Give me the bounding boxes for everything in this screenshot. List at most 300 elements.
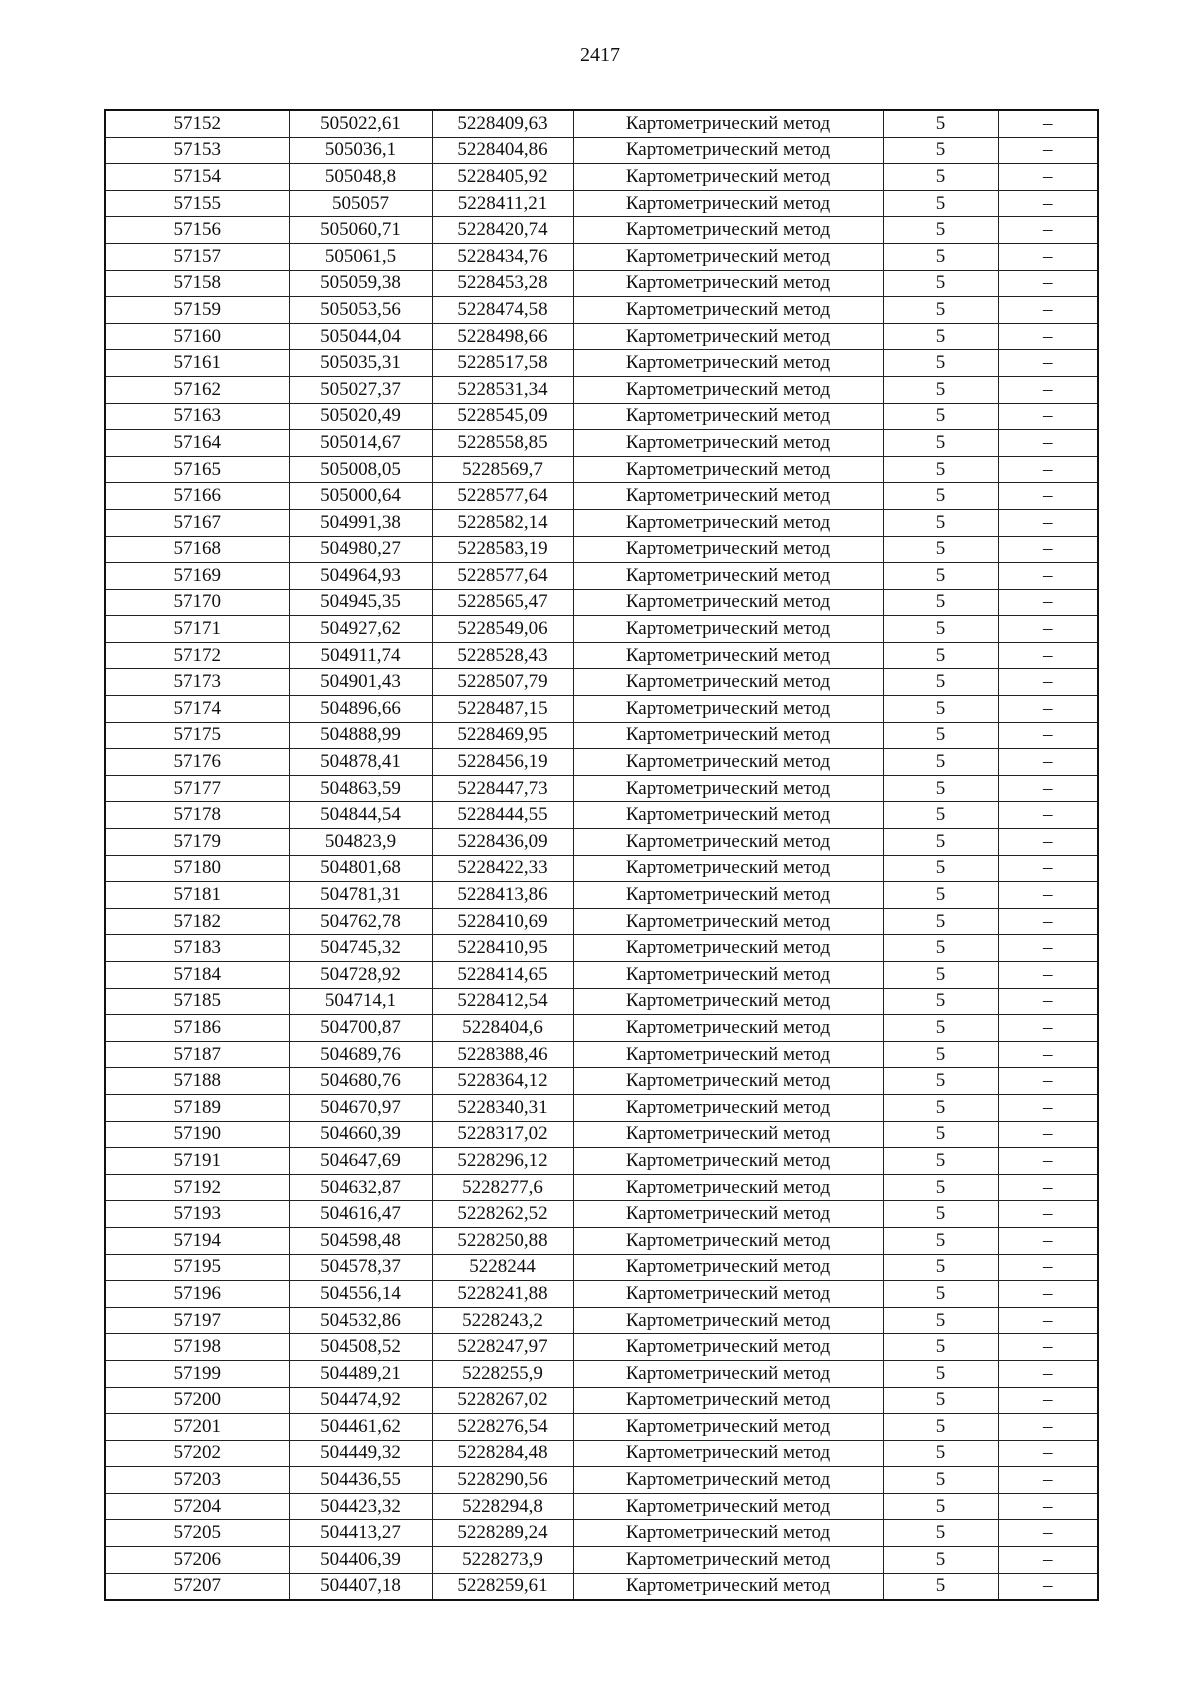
x-coordinate-cell: 504449,32 (289, 1440, 432, 1467)
description-cell: – (998, 1387, 1098, 1414)
table-row (105, 775, 1098, 802)
y-coordinate-cell: 5228250,88 (432, 1227, 573, 1254)
method-cell: Картометрический метод (573, 403, 883, 430)
description-cell: – (998, 1148, 1098, 1175)
method-cell: Картометрический метод (573, 430, 883, 457)
x-coordinate-cell: 505035,31 (289, 350, 432, 377)
x-coordinate-cell: 505053,56 (289, 297, 432, 324)
point-number-cell: 57182 (105, 908, 289, 935)
point-number-cell: 57156 (105, 217, 289, 244)
x-coordinate-cell: 504844,54 (289, 802, 432, 829)
x-coordinate-cell: 504413,27 (289, 1520, 432, 1547)
accuracy-cell: 5 (883, 536, 998, 563)
accuracy-cell: 5 (883, 1334, 998, 1361)
description-cell: – (998, 962, 1098, 989)
y-coordinate-cell: 5228410,69 (432, 908, 573, 935)
y-coordinate-cell: 5228414,65 (432, 962, 573, 989)
description-cell: – (998, 1440, 1098, 1467)
point-number-cell: 57171 (105, 616, 289, 643)
method-cell: Картометрический метод (573, 243, 883, 270)
table-row (105, 1334, 1098, 1361)
x-coordinate-cell: 504911,74 (289, 642, 432, 669)
table-row (105, 1174, 1098, 1201)
table-row (105, 722, 1098, 749)
table-row (105, 164, 1098, 191)
accuracy-cell: 5 (883, 775, 998, 802)
table-row (105, 190, 1098, 217)
point-number-cell: 57172 (105, 642, 289, 669)
x-coordinate-cell: 505008,05 (289, 456, 432, 483)
y-coordinate-cell: 5228545,09 (432, 403, 573, 430)
table-row (105, 403, 1098, 430)
description-cell: – (998, 1307, 1098, 1334)
point-number-cell: 57159 (105, 297, 289, 324)
method-cell: Картометрический метод (573, 1201, 883, 1228)
method-cell: Картометрический метод (573, 1360, 883, 1387)
table-row (105, 696, 1098, 723)
table-row (105, 430, 1098, 457)
accuracy-cell: 5 (883, 483, 998, 510)
y-coordinate-cell: 5228469,95 (432, 722, 573, 749)
method-cell: Картометрический метод (573, 509, 883, 536)
description-cell: – (998, 696, 1098, 723)
method-cell: Картометрический метод (573, 722, 883, 749)
x-coordinate-cell: 504689,76 (289, 1041, 432, 1068)
y-coordinate-cell: 5228409,63 (432, 110, 573, 137)
accuracy-cell: 5 (883, 1094, 998, 1121)
method-cell: Картометрический метод (573, 1281, 883, 1308)
y-coordinate-cell: 5228290,56 (432, 1467, 573, 1494)
accuracy-cell: 5 (883, 563, 998, 590)
y-coordinate-cell: 5228289,24 (432, 1520, 573, 1547)
description-cell: – (998, 749, 1098, 776)
y-coordinate-cell: 5228273,9 (432, 1547, 573, 1574)
description-cell: – (998, 722, 1098, 749)
x-coordinate-cell: 504980,27 (289, 536, 432, 563)
accuracy-cell: 5 (883, 935, 998, 962)
method-cell: Картометрический метод (573, 563, 883, 590)
description-cell: – (998, 1201, 1098, 1228)
description-cell: – (998, 829, 1098, 856)
y-coordinate-cell: 5228498,66 (432, 323, 573, 350)
x-coordinate-cell: 504700,87 (289, 1015, 432, 1042)
point-number-cell: 57183 (105, 935, 289, 962)
table-row (105, 1573, 1098, 1600)
point-number-cell: 57175 (105, 722, 289, 749)
point-number-cell: 57168 (105, 536, 289, 563)
method-cell: Картометрический метод (573, 137, 883, 164)
description-cell: – (998, 1254, 1098, 1281)
description-cell: – (998, 1493, 1098, 1520)
accuracy-cell: 5 (883, 1440, 998, 1467)
method-cell: Картометрический метод (573, 1094, 883, 1121)
table-row (105, 1360, 1098, 1387)
accuracy-cell: 5 (883, 669, 998, 696)
x-coordinate-cell: 504991,38 (289, 509, 432, 536)
table-row (105, 1041, 1098, 1068)
point-number-cell: 57192 (105, 1174, 289, 1201)
accuracy-cell: 5 (883, 616, 998, 643)
y-coordinate-cell: 5228262,52 (432, 1201, 573, 1228)
table-row (105, 669, 1098, 696)
y-coordinate-cell: 5228284,48 (432, 1440, 573, 1467)
y-coordinate-cell: 5228277,6 (432, 1174, 573, 1201)
point-number-cell: 57188 (105, 1068, 289, 1095)
description-cell: – (998, 509, 1098, 536)
y-coordinate-cell: 5228577,64 (432, 563, 573, 590)
method-cell: Картометрический метод (573, 1547, 883, 1574)
y-coordinate-cell: 5228565,47 (432, 589, 573, 616)
accuracy-cell: 5 (883, 962, 998, 989)
method-cell: Картометрический метод (573, 1041, 883, 1068)
description-cell: – (998, 988, 1098, 1015)
x-coordinate-cell: 505048,8 (289, 164, 432, 191)
point-number-cell: 57166 (105, 483, 289, 510)
accuracy-cell: 5 (883, 1068, 998, 1095)
table-row (105, 802, 1098, 829)
accuracy-cell: 5 (883, 190, 998, 217)
method-cell: Картометрический метод (573, 669, 883, 696)
x-coordinate-cell: 504508,52 (289, 1334, 432, 1361)
y-coordinate-cell: 5228422,33 (432, 855, 573, 882)
point-number-cell: 57184 (105, 962, 289, 989)
point-number-cell: 57180 (105, 855, 289, 882)
point-number-cell: 57186 (105, 1015, 289, 1042)
table-row (105, 642, 1098, 669)
x-coordinate-cell: 504878,41 (289, 749, 432, 776)
accuracy-cell: 5 (883, 855, 998, 882)
description-cell: – (998, 1360, 1098, 1387)
method-cell: Картометрический метод (573, 1174, 883, 1201)
table-row (105, 855, 1098, 882)
accuracy-cell: 5 (883, 1307, 998, 1334)
y-coordinate-cell: 5228241,88 (432, 1281, 573, 1308)
description-cell: – (998, 297, 1098, 324)
point-number-cell: 57189 (105, 1094, 289, 1121)
accuracy-cell: 5 (883, 1015, 998, 1042)
accuracy-cell: 5 (883, 1547, 998, 1574)
table-row (105, 350, 1098, 377)
method-cell: Картометрический метод (573, 642, 883, 669)
method-cell: Картометрический метод (573, 1015, 883, 1042)
table-row (105, 243, 1098, 270)
method-cell: Картометрический метод (573, 749, 883, 776)
description-cell: – (998, 190, 1098, 217)
y-coordinate-cell: 5228583,19 (432, 536, 573, 563)
method-cell: Картометрический метод (573, 1493, 883, 1520)
x-coordinate-cell: 505057 (289, 190, 432, 217)
description-cell: – (998, 1227, 1098, 1254)
description-cell: – (998, 882, 1098, 909)
accuracy-cell: 5 (883, 403, 998, 430)
description-cell: – (998, 376, 1098, 403)
description-cell: – (998, 1334, 1098, 1361)
point-number-cell: 57191 (105, 1148, 289, 1175)
accuracy-cell: 5 (883, 1387, 998, 1414)
y-coordinate-cell: 5228569,7 (432, 456, 573, 483)
point-number-cell: 57206 (105, 1547, 289, 1574)
table-row (105, 962, 1098, 989)
accuracy-cell: 5 (883, 297, 998, 324)
point-number-cell: 57167 (105, 509, 289, 536)
page-number: 2417 (580, 44, 620, 66)
table-row (105, 323, 1098, 350)
x-coordinate-cell: 504888,99 (289, 722, 432, 749)
table-row (105, 509, 1098, 536)
y-coordinate-cell: 5228255,9 (432, 1360, 573, 1387)
description-cell: – (998, 483, 1098, 510)
point-number-cell: 57197 (105, 1307, 289, 1334)
description-cell: – (998, 1068, 1098, 1095)
table-row (105, 110, 1098, 137)
point-number-cell: 57207 (105, 1573, 289, 1600)
method-cell: Картометрический метод (573, 297, 883, 324)
x-coordinate-cell: 504660,39 (289, 1121, 432, 1148)
point-number-cell: 57158 (105, 270, 289, 297)
method-cell: Картометрический метод (573, 988, 883, 1015)
method-cell: Картометрический метод (573, 270, 883, 297)
y-coordinate-cell: 5228388,46 (432, 1041, 573, 1068)
method-cell: Картометрический метод (573, 1414, 883, 1441)
accuracy-cell: 5 (883, 988, 998, 1015)
coordinates-table (104, 109, 1099, 1601)
point-number-cell: 57179 (105, 829, 289, 856)
table-row (105, 456, 1098, 483)
x-coordinate-cell: 504647,69 (289, 1148, 432, 1175)
accuracy-cell: 5 (883, 1360, 998, 1387)
accuracy-cell: 5 (883, 1041, 998, 1068)
point-number-cell: 57201 (105, 1414, 289, 1441)
x-coordinate-cell: 505061,5 (289, 243, 432, 270)
point-number-cell: 57200 (105, 1387, 289, 1414)
description-cell: – (998, 1467, 1098, 1494)
method-cell: Картометрический метод (573, 1334, 883, 1361)
table-row (105, 297, 1098, 324)
point-number-cell: 57169 (105, 563, 289, 590)
method-cell: Картометрический метод (573, 855, 883, 882)
point-number-cell: 57203 (105, 1467, 289, 1494)
description-cell: – (998, 323, 1098, 350)
accuracy-cell: 5 (883, 1281, 998, 1308)
method-cell: Картометрический метод (573, 1440, 883, 1467)
point-number-cell: 57155 (105, 190, 289, 217)
x-coordinate-cell: 504670,97 (289, 1094, 432, 1121)
y-coordinate-cell: 5228296,12 (432, 1148, 573, 1175)
description-cell: – (998, 110, 1098, 137)
table-row (105, 1520, 1098, 1547)
y-coordinate-cell: 5228243,2 (432, 1307, 573, 1334)
x-coordinate-cell: 504598,48 (289, 1227, 432, 1254)
table-row (105, 1015, 1098, 1042)
method-cell: Картометрический метод (573, 1520, 883, 1547)
description-cell: – (998, 1414, 1098, 1441)
method-cell: Картометрический метод (573, 775, 883, 802)
accuracy-cell: 5 (883, 509, 998, 536)
method-cell: Картометрический метод (573, 935, 883, 962)
x-coordinate-cell: 505060,71 (289, 217, 432, 244)
table-row (105, 563, 1098, 590)
y-coordinate-cell: 5228420,74 (432, 217, 573, 244)
x-coordinate-cell: 505059,38 (289, 270, 432, 297)
accuracy-cell: 5 (883, 1493, 998, 1520)
method-cell: Картометрический метод (573, 483, 883, 510)
method-cell: Картометрический метод (573, 110, 883, 137)
x-coordinate-cell: 504632,87 (289, 1174, 432, 1201)
method-cell: Картометрический метод (573, 882, 883, 909)
x-coordinate-cell: 504423,32 (289, 1493, 432, 1520)
table-row (105, 217, 1098, 244)
description-cell: – (998, 563, 1098, 590)
point-number-cell: 57195 (105, 1254, 289, 1281)
y-coordinate-cell: 5228244 (432, 1254, 573, 1281)
table-row (105, 1414, 1098, 1441)
table-row (105, 1493, 1098, 1520)
description-cell: – (998, 589, 1098, 616)
description-cell: – (998, 217, 1098, 244)
x-coordinate-cell: 504781,31 (289, 882, 432, 909)
accuracy-cell: 5 (883, 243, 998, 270)
table-row (105, 935, 1098, 962)
x-coordinate-cell: 504461,62 (289, 1414, 432, 1441)
x-coordinate-cell: 504896,66 (289, 696, 432, 723)
accuracy-cell: 5 (883, 722, 998, 749)
y-coordinate-cell: 5228436,09 (432, 829, 573, 856)
point-number-cell: 57161 (105, 350, 289, 377)
description-cell: – (998, 616, 1098, 643)
x-coordinate-cell: 504406,39 (289, 1547, 432, 1574)
x-coordinate-cell: 504680,76 (289, 1068, 432, 1095)
description-cell: – (998, 137, 1098, 164)
method-cell: Картометрический метод (573, 323, 883, 350)
method-cell: Картометрический метод (573, 908, 883, 935)
table-row (105, 1094, 1098, 1121)
accuracy-cell: 5 (883, 1254, 998, 1281)
accuracy-cell: 5 (883, 217, 998, 244)
description-cell: – (998, 270, 1098, 297)
description-cell: – (998, 430, 1098, 457)
y-coordinate-cell: 5228276,54 (432, 1414, 573, 1441)
point-number-cell: 57199 (105, 1360, 289, 1387)
y-coordinate-cell: 5228340,31 (432, 1094, 573, 1121)
table-row (105, 1440, 1098, 1467)
description-cell: – (998, 536, 1098, 563)
x-coordinate-cell: 504901,43 (289, 669, 432, 696)
description-cell: – (998, 164, 1098, 191)
description-cell: – (998, 403, 1098, 430)
accuracy-cell: 5 (883, 1227, 998, 1254)
method-cell: Картометрический метод (573, 350, 883, 377)
point-number-cell: 57194 (105, 1227, 289, 1254)
description-cell: – (998, 1281, 1098, 1308)
x-coordinate-cell: 504762,78 (289, 908, 432, 935)
accuracy-cell: 5 (883, 430, 998, 457)
method-cell: Картометрический метод (573, 696, 883, 723)
table-row (105, 1201, 1098, 1228)
description-cell: – (998, 935, 1098, 962)
description-cell: – (998, 1094, 1098, 1121)
table-row (105, 137, 1098, 164)
point-number-cell: 57205 (105, 1520, 289, 1547)
y-coordinate-cell: 5228447,73 (432, 775, 573, 802)
point-number-cell: 57165 (105, 456, 289, 483)
x-coordinate-cell: 504616,47 (289, 1201, 432, 1228)
x-coordinate-cell: 504863,59 (289, 775, 432, 802)
table-row (105, 589, 1098, 616)
method-cell: Картометрический метод (573, 1467, 883, 1494)
method-cell: Картометрический метод (573, 1387, 883, 1414)
accuracy-cell: 5 (883, 1573, 998, 1600)
accuracy-cell: 5 (883, 376, 998, 403)
point-number-cell: 57162 (105, 376, 289, 403)
y-coordinate-cell: 5228294,8 (432, 1493, 573, 1520)
point-number-cell: 57178 (105, 802, 289, 829)
x-coordinate-cell: 504745,32 (289, 935, 432, 962)
y-coordinate-cell: 5228549,06 (432, 616, 573, 643)
x-coordinate-cell: 504578,37 (289, 1254, 432, 1281)
y-coordinate-cell: 5228474,58 (432, 297, 573, 324)
description-cell: – (998, 456, 1098, 483)
y-coordinate-cell: 5228456,19 (432, 749, 573, 776)
point-number-cell: 57181 (105, 882, 289, 909)
y-coordinate-cell: 5228405,92 (432, 164, 573, 191)
accuracy-cell: 5 (883, 908, 998, 935)
method-cell: Картометрический метод (573, 1307, 883, 1334)
y-coordinate-cell: 5228531,34 (432, 376, 573, 403)
table-row (105, 1121, 1098, 1148)
accuracy-cell: 5 (883, 1467, 998, 1494)
y-coordinate-cell: 5228453,28 (432, 270, 573, 297)
description-cell: – (998, 908, 1098, 935)
y-coordinate-cell: 5228267,02 (432, 1387, 573, 1414)
accuracy-cell: 5 (883, 1148, 998, 1175)
y-coordinate-cell: 5228411,21 (432, 190, 573, 217)
point-number-cell: 57160 (105, 323, 289, 350)
accuracy-cell: 5 (883, 137, 998, 164)
method-cell: Картометрический метод (573, 1573, 883, 1600)
method-cell: Картометрический метод (573, 1254, 883, 1281)
description-cell: – (998, 1174, 1098, 1201)
method-cell: Картометрический метод (573, 1148, 883, 1175)
x-coordinate-cell: 504436,55 (289, 1467, 432, 1494)
y-coordinate-cell: 5228364,12 (432, 1068, 573, 1095)
accuracy-cell: 5 (883, 270, 998, 297)
accuracy-cell: 5 (883, 696, 998, 723)
x-coordinate-cell: 505000,64 (289, 483, 432, 510)
x-coordinate-cell: 504474,92 (289, 1387, 432, 1414)
method-cell: Картометрический метод (573, 1121, 883, 1148)
method-cell: Картометрический метод (573, 962, 883, 989)
accuracy-cell: 5 (883, 1121, 998, 1148)
y-coordinate-cell: 5228247,97 (432, 1334, 573, 1361)
table-row (105, 829, 1098, 856)
table-row (105, 988, 1098, 1015)
description-cell: – (998, 1041, 1098, 1068)
y-coordinate-cell: 5228410,95 (432, 935, 573, 962)
point-number-cell: 57198 (105, 1334, 289, 1361)
y-coordinate-cell: 5228434,76 (432, 243, 573, 270)
table-row (105, 1068, 1098, 1095)
y-coordinate-cell: 5228413,86 (432, 882, 573, 909)
table-row (105, 1254, 1098, 1281)
x-coordinate-cell: 504407,18 (289, 1573, 432, 1600)
description-cell: – (998, 855, 1098, 882)
x-coordinate-cell: 505022,61 (289, 110, 432, 137)
description-cell: – (998, 1573, 1098, 1600)
description-cell: – (998, 1015, 1098, 1042)
accuracy-cell: 5 (883, 882, 998, 909)
description-cell: – (998, 350, 1098, 377)
y-coordinate-cell: 5228517,58 (432, 350, 573, 377)
